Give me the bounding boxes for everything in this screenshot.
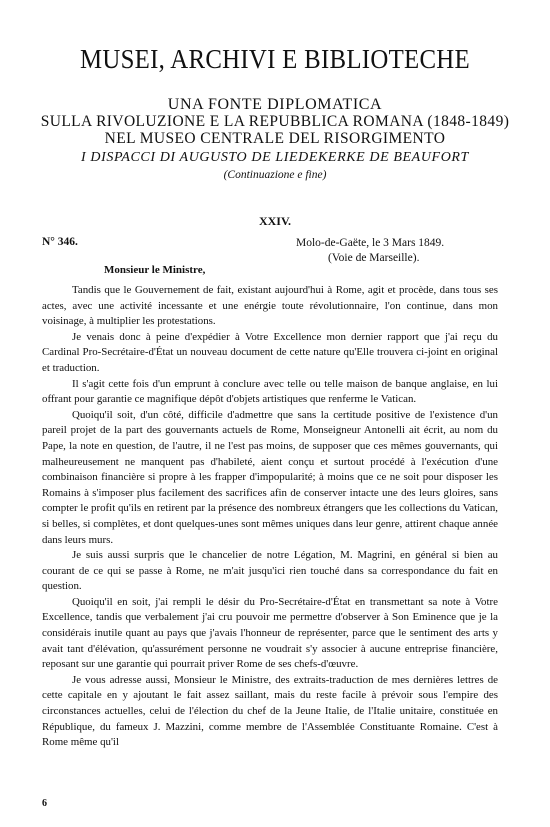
heading-line-2: SULLA RIVOLUZIONE E LA REPUBBLICA ROMANA (1848-1849) xyxy=(40,113,510,130)
letter-body xyxy=(42,283,498,751)
place-date xyxy=(296,236,444,266)
salutation: Monsieur le Ministre, xyxy=(104,264,206,276)
section-number: XXIV. xyxy=(258,214,292,228)
heading-line-1: UNA FONTE DIPLOMATICA xyxy=(167,96,383,113)
heading-line-4: I DISPACCI DI AUGUSTO DE LIEDEKERKE DE BEAUFORT xyxy=(81,150,469,165)
running-title: MUSEI, ARCHIVI E BIBLIOTECHE xyxy=(80,44,470,74)
document-number: N° 346. xyxy=(42,236,78,248)
place-date-line: Molo-de-Gaëte, le 3 Mars 1849. xyxy=(296,237,445,249)
page-number: 6 xyxy=(42,798,47,809)
paragraph: Quoiqu'il en soit, j'ai rempli le désir du Pro-Secrétaire-d'État en transmettant sa note à Votre Excellence, tandis que verbalement j'ai cru pouvoir me permettre d'observer à Son Eminence que je la considérais inutile quant au pays que j'avais l'honneur de représenter, parce que le sentiment des arts y avait tant d'élévation, qu'assurément personne ne voudrait s'y associer à aucune entreprise financière, reposant sur une garantie qui pourrait priver Rome de ses chefs-d'œuvre. xyxy=(42,595,498,671)
paragraph: Quoiqu'il soit, d'un côté, difficile d'admettre que sans la certitude positive de l'existence d'un pareil projet de la part des gouvernants actuels de Rome, Monseigneur Antonelli ait écrit, au nom du Pape, la note en question, de l'autre, il ne l'est pas moins, de supposer que ces mêmes gouvernants, qui malheureusement ne manquent pas d'habileté, aient conçu et surtout procédé à l'exécution d'une combinaison financière si propre à les frapper d'impopularité; à moins que ce ne soit pour disposer les Romains à s'imposer plus facilement des sacrifices afin de conserver intacte une des leurs gloires, sans compter le profit qu'ils en retirent par la présence des nombreux étrangers que les collections du Vatican, si belles, si complètes, et dont quelques-unes sont mêmes uniques dans leur genre, attirent chaque année dans leurs murs. xyxy=(42,408,498,546)
heading-line-3: NEL MUSEO CENTRALE DEL RISORGIMENTO xyxy=(104,130,446,147)
paragraph: Il s'agit cette fois d'un emprunt à conclure avec telle ou telle maison de banque anglaise, en lui offrant pour garantie ce magnifique dépôt d'objets artistiques que renferme le Vatican. xyxy=(42,377,498,406)
paragraph: Je venais donc à peine d'expédier à Votre Excellence mon dernier rapport que j'ai reçu du Cardinal Pro-Secrétaire-d'État un nouveau document de cette nature qu'Elle trouvera ci-joint en original et traduction. xyxy=(42,330,498,374)
paragraph: Je suis aussi surpris que le chancelier de notre Légation, M. Magrini, en général si bien au courant de ce qui se passe à Rome, ne m'ait jusqu'ici rien touché dans sa correspondance du fait en question. xyxy=(42,549,498,593)
continuation-note: (Continuazione e fine) xyxy=(223,169,327,181)
article-heading xyxy=(20,96,530,183)
paragraph: Tandis que le Gouvernement de fait, existant aujourd'hui à Rome, agit et procède, dans tous ses actes, avec une activité incessante et une enérgie toute révolutionnaire, l'on continue, dans mon voisinage, à multiplier les protestations. xyxy=(42,284,498,328)
paragraph: Je vous adresse aussi, Monsieur le Ministre, des extraits-traduction de mes dernières lettres de cette capitale en y ajoutant le fait assez saillant, mais du reste facile à prévoir sous l'empire des circonstances actuelles, celui de l'élection du chef de la Jeune Italie, de l'Italie unitaire, constituée en République, du fameux J. Mazzini, comme membre de l'Assemblée Constituante Romaine. C'est à Rome même qu'il xyxy=(42,673,498,749)
route-line: (Voie de Marseille). xyxy=(328,252,420,264)
